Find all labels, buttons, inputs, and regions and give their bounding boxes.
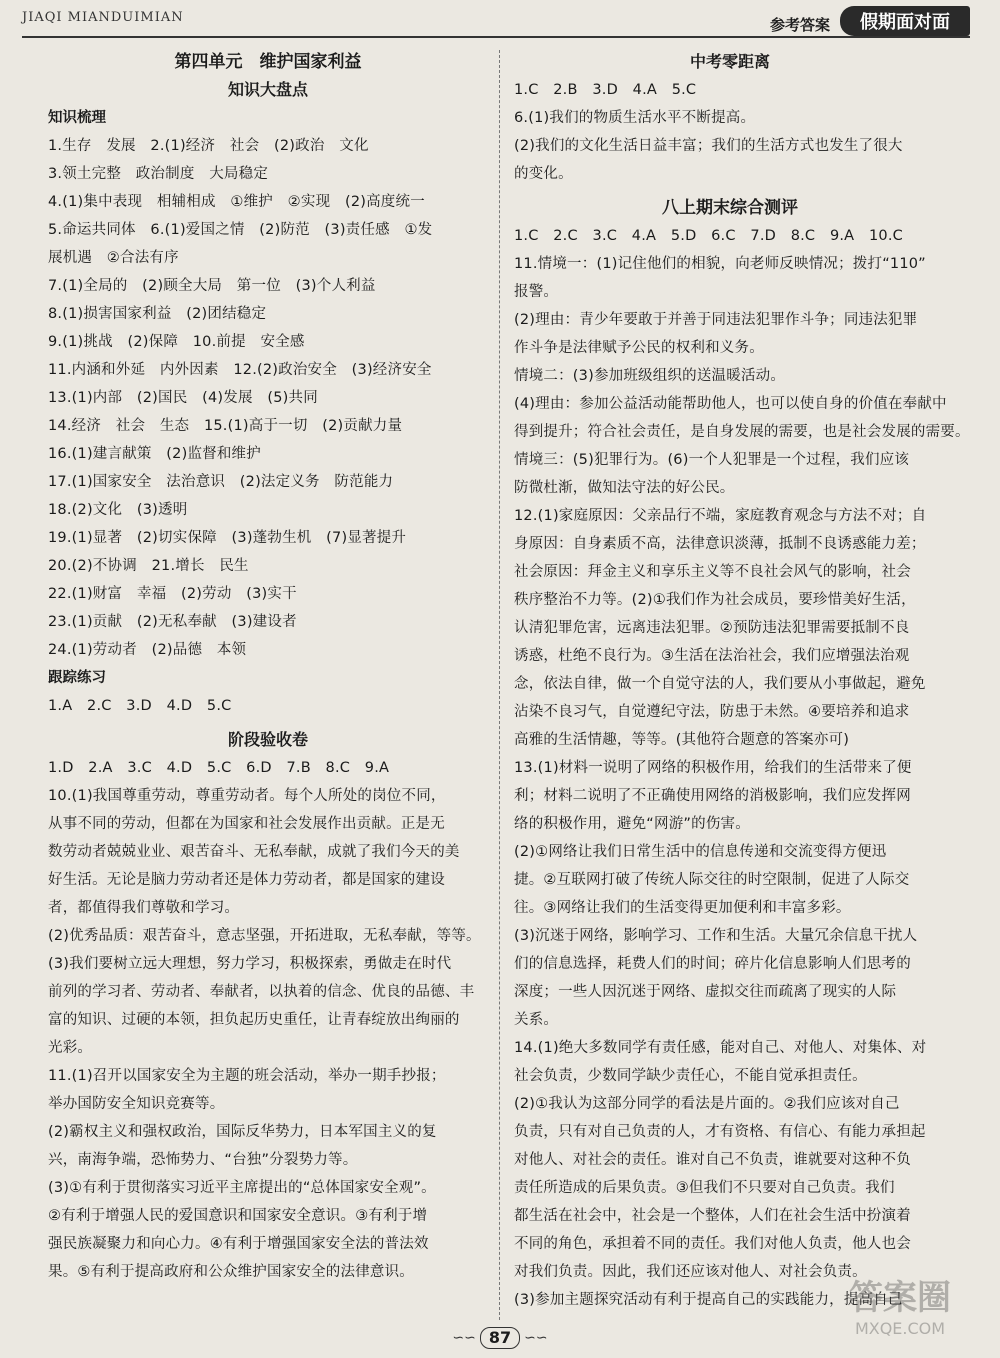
- answer-line: 14.(1)绝大多数同学有责任感，能对自己、对他人、对集体、对: [514, 1040, 927, 1056]
- section-title-exam: 中考零距离: [689, 52, 770, 71]
- answer-line: 18.(2)文化 (3)透明: [48, 502, 188, 518]
- knowledge-answer-list: [48, 132, 488, 664]
- answer-line: (2)①我认为这部分同学的看法是片面的。②我们应该对自己: [514, 1096, 900, 1112]
- stage-test-answer-list: [48, 754, 488, 1286]
- answer-line: 深度；一些人因沉迷于网络、虚拟交往而疏离了现实的人际: [514, 984, 897, 1000]
- answer-line: 举办国防安全知识竞赛等。: [48, 1096, 225, 1112]
- answer-line: 关系。: [514, 1012, 559, 1028]
- answer-line: 得到提升；符合社会责任，是自身发展的需要，也是社会发展的需要。: [514, 424, 970, 440]
- answer-line: 利；材料二说明了不正确使用网络的消极影响，我们应发挥网: [514, 788, 911, 804]
- answer-line: 念，依法自律，做一个自觉守法的人，我们要从小事做起，避免: [514, 676, 926, 692]
- answer-line: 诱惑，杜绝不良行为。③生活在法治社会，我们应增强法治观: [514, 648, 910, 664]
- answer-line: 24.(1)劳动者 (2)品德 本领: [48, 642, 247, 658]
- answer-line: 13.(1)内部 (2)国民 (4)发展 (5)共同: [48, 390, 318, 406]
- answer-line: (2)优秀品质：艰苦奋斗，意志坚强，开拓进取，无私奉献，等等。: [48, 928, 481, 944]
- answer-line: 23.(1)贡献 (2)无私奉献 (3)建设者: [48, 614, 297, 630]
- brand-english: JIAQI MIANDUIMIAN: [22, 10, 184, 25]
- answer-line: 往。③网络让我们的生活变得更加便利和丰富多彩。: [514, 900, 851, 916]
- answer-line: 从事不同的劳动，但都在为国家和社会发展作出贡献。正是无: [48, 816, 445, 832]
- answer-line: 的变化。: [514, 166, 573, 182]
- answer-line: 前列的学习者、劳动者、奉献者，以执着的信念、优良的品德、丰: [48, 984, 475, 1000]
- section-title-stage-test: 阶段验收卷: [227, 730, 308, 749]
- answer-line: 8.(1)损害国家利益 (2)团结稳定: [48, 306, 267, 322]
- answer-line: 10.(1)我国尊重劳动，尊重劳动者。每个人所处的岗位不同，: [48, 788, 446, 804]
- answer-line: 1.C 2.C 3.C 4.A 5.D 6.C 7.D 8.C 9.A 10.C: [514, 228, 903, 244]
- answer-line: 络的积极作用，避免“网游”的伤害。: [514, 816, 750, 832]
- left-column: [48, 48, 488, 1286]
- answer-line: 好生活。无论是脑力劳动者还是体力劳动者，都是国家的建设: [48, 872, 445, 888]
- answer-line: 秩序整治不力等。(2)①我们作为社会成员，要珍惜美好生活，: [514, 592, 916, 608]
- right-flourish-icon: ∽∽: [524, 1330, 548, 1346]
- answer-line: (3)我们要树立远大理想，努力学习，积极探索，勇做走在时代: [48, 956, 452, 972]
- answer-line: 都生活在社会中，社会是一个整体，人们在社会生活中扮演着: [514, 1208, 911, 1224]
- answer-line: (2)霸权主义和强权政治，国际反华势力，日本军国主义的复: [48, 1124, 437, 1140]
- answer-line: 光彩。: [48, 1040, 93, 1056]
- answer-line: 负责，只有对自己负责的人，才有资格、有信心、有能力承担起: [514, 1124, 926, 1140]
- answer-line: 认清犯罪危害，远离违法犯罪。②预防违法犯罪需要抵制不良: [514, 620, 910, 636]
- exam-answer-list: [514, 76, 946, 188]
- answer-line: 1.C 2.B 3.D 4.A 5.C: [514, 82, 697, 98]
- site-watermark: [820, 1270, 980, 1340]
- header-rule: [22, 36, 970, 38]
- page-number-ornament: [440, 1328, 560, 1348]
- answer-line: 果。⑤有利于提高政府和公众维护国家安全的法律意识。: [48, 1264, 414, 1280]
- answer-line: 17.(1)国家安全 法治意识 (2)法定义务 防范能力: [48, 474, 394, 490]
- answer-line: 作斗争是法律赋予公民的权利和义务。: [514, 340, 764, 356]
- answer-line: 1.A 2.C 3.D 4.D 5.C: [48, 698, 232, 714]
- answer-line: 不同的角色，承担着不同的责任。我们对他人负责，他人也会: [514, 1236, 911, 1252]
- page-header: [0, 0, 1000, 44]
- subheading-knowledge-outline: 知识梳理: [48, 110, 106, 126]
- watermark-title: 答案圈: [849, 1278, 951, 1318]
- answer-line: 高雅的生活情趣，等等。(其他符合题意的答案亦可): [514, 732, 850, 748]
- answer-line: 兴，南海争端，恐怖势力、“台独”分裂势力等。: [48, 1152, 358, 1168]
- answer-line: 11.情境一：(1)记住他们的相貌，向老师反映情况；拨打“110”: [514, 256, 926, 272]
- column-divider: [499, 50, 500, 1320]
- answer-line: 7.(1)全局的 (2)顾全大局 第一位 (3)个人利益: [48, 278, 376, 294]
- answer-line: 社会负责，少数同学缺少责任心，不能自觉承担责任。: [514, 1068, 867, 1084]
- answer-line: 4.(1)集中表现 相辅相成 ①维护 ②实现 (2)高度统一: [48, 194, 425, 210]
- answer-line: 20.(2)不协调 21.增长 民生: [48, 558, 249, 574]
- left-flourish-icon: ∽∽: [452, 1330, 476, 1346]
- answer-line: 3.领土完整 政治制度 大局稳定: [48, 166, 269, 182]
- page-number: 87: [480, 1327, 520, 1349]
- answer-line: 1.生存 发展 2.(1)经济 社会 (2)政治 文化: [48, 138, 369, 154]
- final-test-answer-list: [514, 222, 970, 1314]
- answer-line: 富的知识、过硬的本领，担负起历史重任，让青春绽放出绚丽的: [48, 1012, 460, 1028]
- right-column: [514, 48, 970, 1314]
- answer-line: (2)理由：青少年要敢于并善于同违法犯罪作斗争；同违法犯罪: [514, 312, 918, 328]
- answer-line: 社会原因：拜金主义和享乐主义等不良社会风气的影响，社会: [514, 564, 911, 580]
- answer-line: 5.命运共同体 6.(1)爱国之情 (2)防范 (3)责任感 ①发: [48, 222, 433, 238]
- answer-line: 沾染不良习气，自觉遵纪守法，防患于未然。④要培养和追求: [514, 704, 910, 720]
- answer-line: 们的信息选择，耗费人们的时间；碎片化信息影响人们思考的: [514, 956, 911, 972]
- answer-line: (3)①有利于贯彻落实习近平主席提出的“总体国家安全观”。: [48, 1180, 436, 1196]
- answer-line: 对他人、对社会的责任。谁对自己不负责，谁就要对这种不负: [514, 1152, 911, 1168]
- section-title-knowledge: 知识大盘点: [227, 80, 308, 99]
- answer-line: 13.(1)材料一说明了网络的积极作用，给我们的生活带来了便: [514, 760, 912, 776]
- answer-line: (4)理由：参加公益活动能帮助他人，也可以使自身的价值在奉献中: [514, 396, 947, 412]
- answers-label: 参考答案: [769, 16, 830, 34]
- subheading-practice: 跟踪练习: [48, 670, 106, 686]
- answer-line: 9.(1)挑战 (2)保障 10.前提 安全感: [48, 334, 305, 350]
- answer-line: 身原因：自身素质不高，法律意识淡薄，抵制不良诱惑能力差；: [514, 536, 926, 552]
- answer-line: 捷。②互联网打破了传统人际交往的时空限制，促进了人际交: [514, 872, 910, 888]
- section-title-final-test: 八上期末综合测评: [662, 198, 798, 218]
- answer-line: 对我们负责。因此，我们还应该对他人、对社会负责。: [514, 1264, 867, 1280]
- watermark-url: MXQE.COM: [854, 1319, 946, 1338]
- answer-line: 报警。: [514, 284, 559, 300]
- answer-line: 防微杜渐，做知法守法的好公民。: [514, 480, 735, 496]
- answer-line: 12.(1)家庭原因：父亲品行不端，家庭教育观念与方法不对；自: [514, 508, 927, 524]
- answer-line: 16.(1)建言献策 (2)监督和维护: [48, 446, 261, 462]
- answer-line: 22.(1)财富 幸福 (2)劳动 (3)实干: [48, 586, 297, 602]
- answer-line: 情境三：(5)犯罪行为。(6)一个人犯罪是一个过程，我们应该: [514, 452, 910, 468]
- brand-logo: 假期面对面: [840, 6, 970, 36]
- answer-line: 1.D 2.A 3.C 4.D 5.C 6.D 7.B 8.C 9.A: [48, 760, 390, 776]
- answer-line: (2)我们的文化生活日益丰富；我们的生活方式也发生了很大: [514, 138, 903, 154]
- answer-line: 6.(1)我们的物质生活水平不断提高。: [514, 110, 756, 126]
- practice-answer-list: [48, 692, 488, 720]
- answer-line: 14.经济 社会 生态 15.(1)高于一切 (2)贡献力量: [48, 418, 403, 434]
- answer-line: 责任所造成的后果负责。③但我们不只要对自己负责。我们: [514, 1180, 895, 1196]
- answer-line: 数劳动者兢兢业业、艰苦奋斗、无私奉献，成就了我们今天的美: [48, 844, 460, 860]
- answer-line: 展机遇 ②合法有序: [48, 250, 179, 266]
- answer-line: 11.内涵和外延 内外因素 12.(2)政治安全 (3)经济安全: [48, 362, 432, 378]
- answer-line: 情境二：(3)参加班级组织的送温暖活动。: [514, 368, 786, 384]
- answer-line: (3)沉迷于网络，影响学习、工作和生活。大量冗余信息干扰人: [514, 928, 918, 944]
- answer-line: (3)参加主题探究活动有利于提高自己的实践能力，提高自己: [514, 1292, 903, 1308]
- answer-line: (2)①网络让我们日常生活中的信息传递和交流变得方便迅: [514, 844, 887, 860]
- answer-line: 11.(1)召开以国家安全为主题的班会活动，举办一期手抄报；: [48, 1068, 446, 1084]
- unit-title: 第四单元 维护国家利益: [174, 52, 362, 72]
- answer-line: 强民族凝聚力和向心力。④有利于增强国家安全法的普法效: [48, 1236, 429, 1252]
- answer-line: 19.(1)显著 (2)切实保障 (3)蓬勃生机 (7)显著提升: [48, 530, 407, 546]
- answer-line: 者，都值得我们尊敬和学习。: [48, 900, 240, 916]
- answer-line: ②有利于增强人民的爱国意识和国家安全意识。③有利于增: [48, 1208, 428, 1224]
